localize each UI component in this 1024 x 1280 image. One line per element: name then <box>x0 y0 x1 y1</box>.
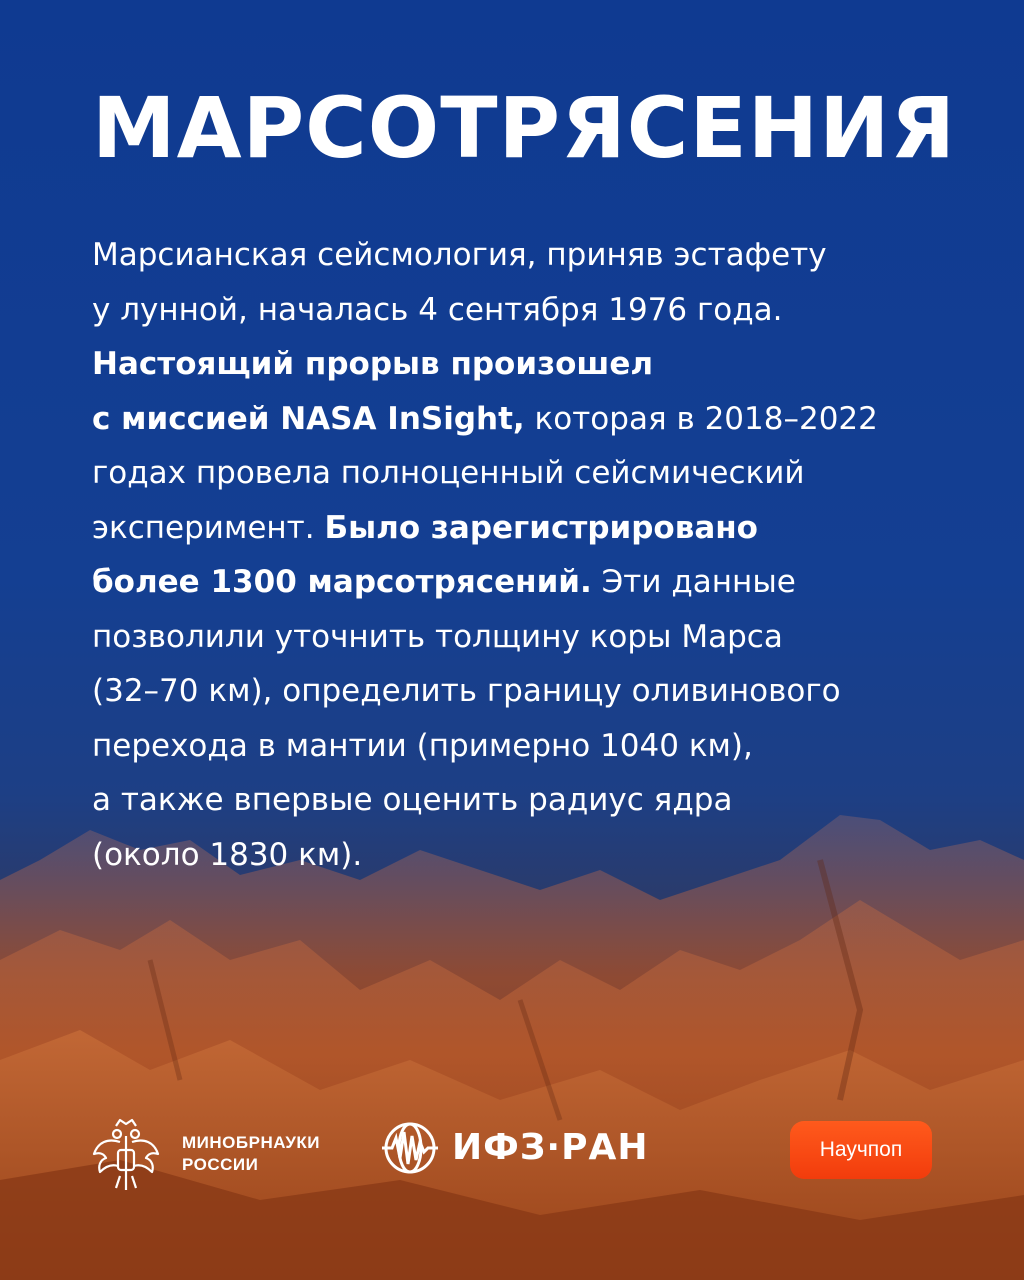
article-text: (32–70 км), определить границу оливинового <box>92 673 841 709</box>
article-text: а также впервые оценить радиус ядра <box>92 782 733 818</box>
article-bold-text: с миссией NASA InSight, <box>92 400 525 437</box>
article-line <box>92 610 952 665</box>
globe-seismogram-icon <box>378 1120 442 1176</box>
page-title: МАРСОТРЯСЕНИЯ <box>92 79 957 177</box>
ifz-ran-logo-text: ИФЗ·РАН <box>452 1127 649 1168</box>
nauchpop-badge: Научпоп <box>790 1121 932 1179</box>
article-line <box>92 773 952 828</box>
article-text: у лунной, началась 4 сентября 1976 года. <box>92 291 783 328</box>
article-line <box>92 446 952 501</box>
article-text: эксперимент. <box>92 509 325 546</box>
article-line <box>92 501 952 556</box>
article-text: перехода в мантии (примерно 1040 км), <box>92 727 753 764</box>
article-text: (около 1830 км). <box>92 836 363 873</box>
article-body <box>92 228 952 882</box>
double-headed-eagle-icon <box>90 1116 162 1192</box>
article-line <box>92 828 952 883</box>
article-line <box>92 228 952 283</box>
article-line <box>92 555 952 610</box>
ministry-logo-text <box>182 1132 320 1176</box>
article-text: Марсианская сейсмология, приняв эстафету <box>92 237 827 273</box>
ministry-line-1: МИНОБРНАУКИ <box>182 1133 321 1152</box>
article-line <box>92 392 952 447</box>
article-line <box>92 719 952 774</box>
article-line <box>92 337 952 392</box>
article-bold-text: Было зарегистрировано <box>324 509 758 546</box>
ministry-line-2: РОССИИ <box>182 1155 259 1174</box>
article-text: которая в 2018–2022 <box>524 400 878 437</box>
article-text: Эти данные <box>591 564 796 600</box>
article-line <box>92 283 952 338</box>
article-line <box>92 664 952 719</box>
article-text: годах провела полноценный сейсмический <box>92 455 805 491</box>
article-text: позволили уточнить толщину коры Марса <box>92 618 783 655</box>
article-bold-text: более 1300 марсотрясений. <box>92 564 592 600</box>
article-bold-text: Настоящий прорыв произошел <box>92 346 654 382</box>
